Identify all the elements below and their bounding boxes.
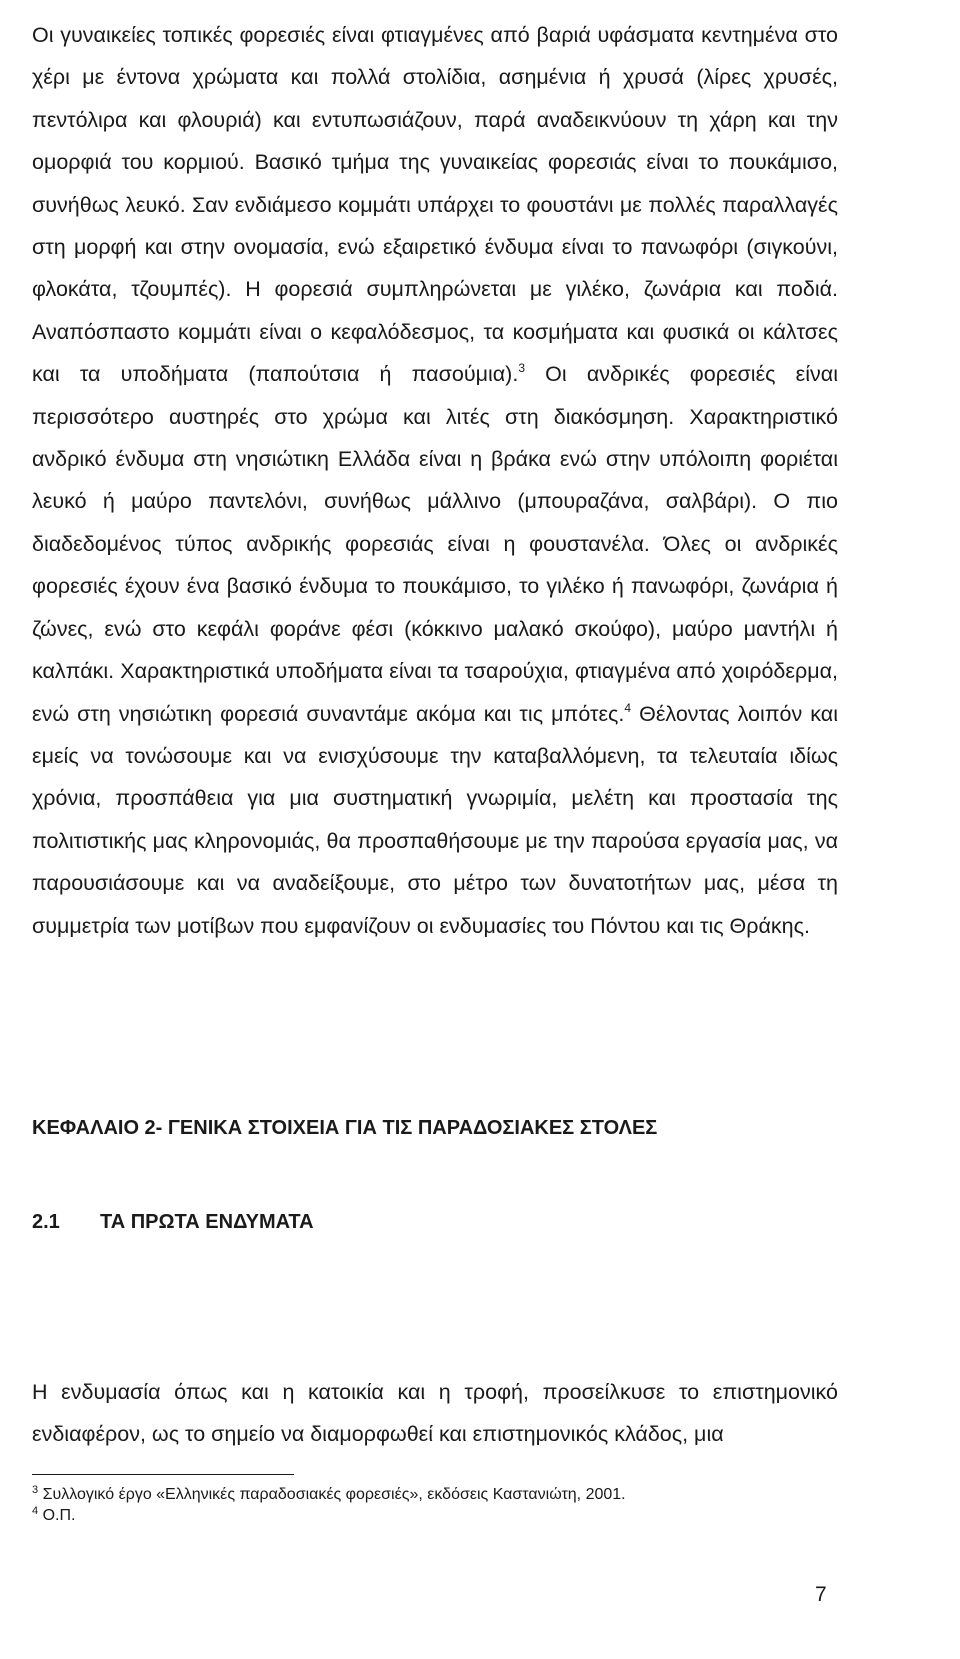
chapter-heading: ΚΕΦΑΛΑΙΟ 2- ΓΕΝΙΚΑ ΣΤΟΙΧΕΙΑ ΓΙΑ ΤΙΣ ΠΑΡΑΔΟΣΙΑΚΕΣ ΣΤΟΛΕΣ <box>32 1117 658 1139</box>
footnote-reference-4[interactable]: 4 <box>624 700 632 715</box>
footnote-marker: 4 <box>32 1505 39 1517</box>
footnote-reference-3[interactable]: 3 <box>518 361 526 376</box>
section-title: ΤΑ ΠΡΩΤΑ ΕΝΔΥΜΑΤΑ <box>100 1211 314 1233</box>
footnote-marker: 3 <box>32 1484 39 1496</box>
footnotes <box>32 1484 852 1526</box>
body-paragraph-costumes <box>32 14 838 947</box>
section-heading <box>32 1211 314 1234</box>
footnote-text: Ο.Π. <box>42 1507 76 1524</box>
footnote-4 <box>32 1505 852 1526</box>
paragraph-text-part-1: Οι γυναικείες τοπικές φορεσιές είναι φτιαγμένες από βαριά υφάσματα κεντημένα στο χέρι με έντονα χρώματα και πολλά στολίδια, ασημένια ή χρυσά (λίρες χρυσές, πεντόλιρα και φλουριά) και εντυπωσιάζουν, παρά αναδεικνύουν τη χάρη και την ομορφιά του κορμιού. Βασικό τμήμα της γυναικείας φορεσιάς είναι το πουκάμισο, συνήθως λευκό. Σαν ενδιάμεσο κομμάτι υπάρχει το φουστάνι με πολλές παραλλαγές στη μορφή και στην ονομασία, ενώ εξαιρετικό ένδυμα είναι το πανωφόρι (σιγκούνι, φλοκάτα, τζουμπές). Η φορεσιά συμπληρώνεται με γιλέκο, ζωνάρια και ποδιά. Αναπόσπαστο κομμάτι είναι ο κεφαλόδεσμος, τα κοσμήματα και φυσικά οι κάλτσες και τα υποδήματα (παπούτσια ή πασούμια). <box>32 23 838 387</box>
page-number: 7 <box>815 1583 827 1606</box>
footnote-3 <box>32 1484 852 1505</box>
paragraph-text-part-3: Θέλοντας λοιπόν και εμείς να τονώσουμε και να ενισχύσουμε την καταβαλλόμενη, τα τελευταία ιδίως χρόνια, προσπάθεια για μια συστηματική γνωριμία, μελέτη και προστασία της πολιτιστικής μας κληρονομιάς, θα προσπαθήσουμε με την παρούσα εργασία μας, να παρουσιάσουμε και να αναδείξουμε, στο μέτρο των δυνατοτήτων μας, μέσα τη συμμετρία των μοτίβων που εμφανίζουν οι ενδυμασίες του Πόντου και τις Θράκης. <box>32 701 838 938</box>
footnote-separator <box>32 1474 294 1475</box>
section-number: 2.1 <box>32 1211 60 1233</box>
footnote-text: Συλλογικό έργο «Ελληνικές παραδοσιακές φορεσιές», εκδόσεις Καστανιώτη, 2001. <box>42 1486 626 1503</box>
body-paragraph-first-garments: Η ενδυμασία όπως και η κατοικία και η τροφή, προσείλκυσε το επιστημονικό ενδιαφέρον, ως το σημείο να διαμορφωθεί και επιστημονικός κλάδος, μια <box>32 1380 838 1447</box>
paragraph-text-part-2: Οι ανδρικές φορεσιές είναι περισσότερο αυστηρές στο χρώμα και λιτές στη διακόσμηση. Χαρακτηριστικό ανδρικό ένδυμα στη νησιώτικη Ελλάδα είναι η βράκα ενώ στην υπόλοιπη φοριέται λευκό ή μαύρο παντελόνι, συνήθως μάλλινο (μπουραζάνα, σαλβάρι). Ο πιο διαδεδομένος τύπος ανδρικής φορεσιάς είναι η φουστανέλα. Όλες οι ανδρικές φορεσιές έχουν ένα βασικό ένδυμα το πουκάμισο, το γιλέκο ή πανωφόρι, ζωνάρια ή ζώνες, ενώ στο κεφάλι φοράνε φέσι (κόκκινο μαλακό σκούφο), μαύρο μαντήλι ή καλπάκι. Χαρακτηριστικά υποδήματα είναι τα τσαρούχια, φτιαγμένα από χοιρόδερμα, ενώ στη νησιώτικη φορεσιά συναντάμε ακόμα και τις μπότες. <box>32 362 838 726</box>
